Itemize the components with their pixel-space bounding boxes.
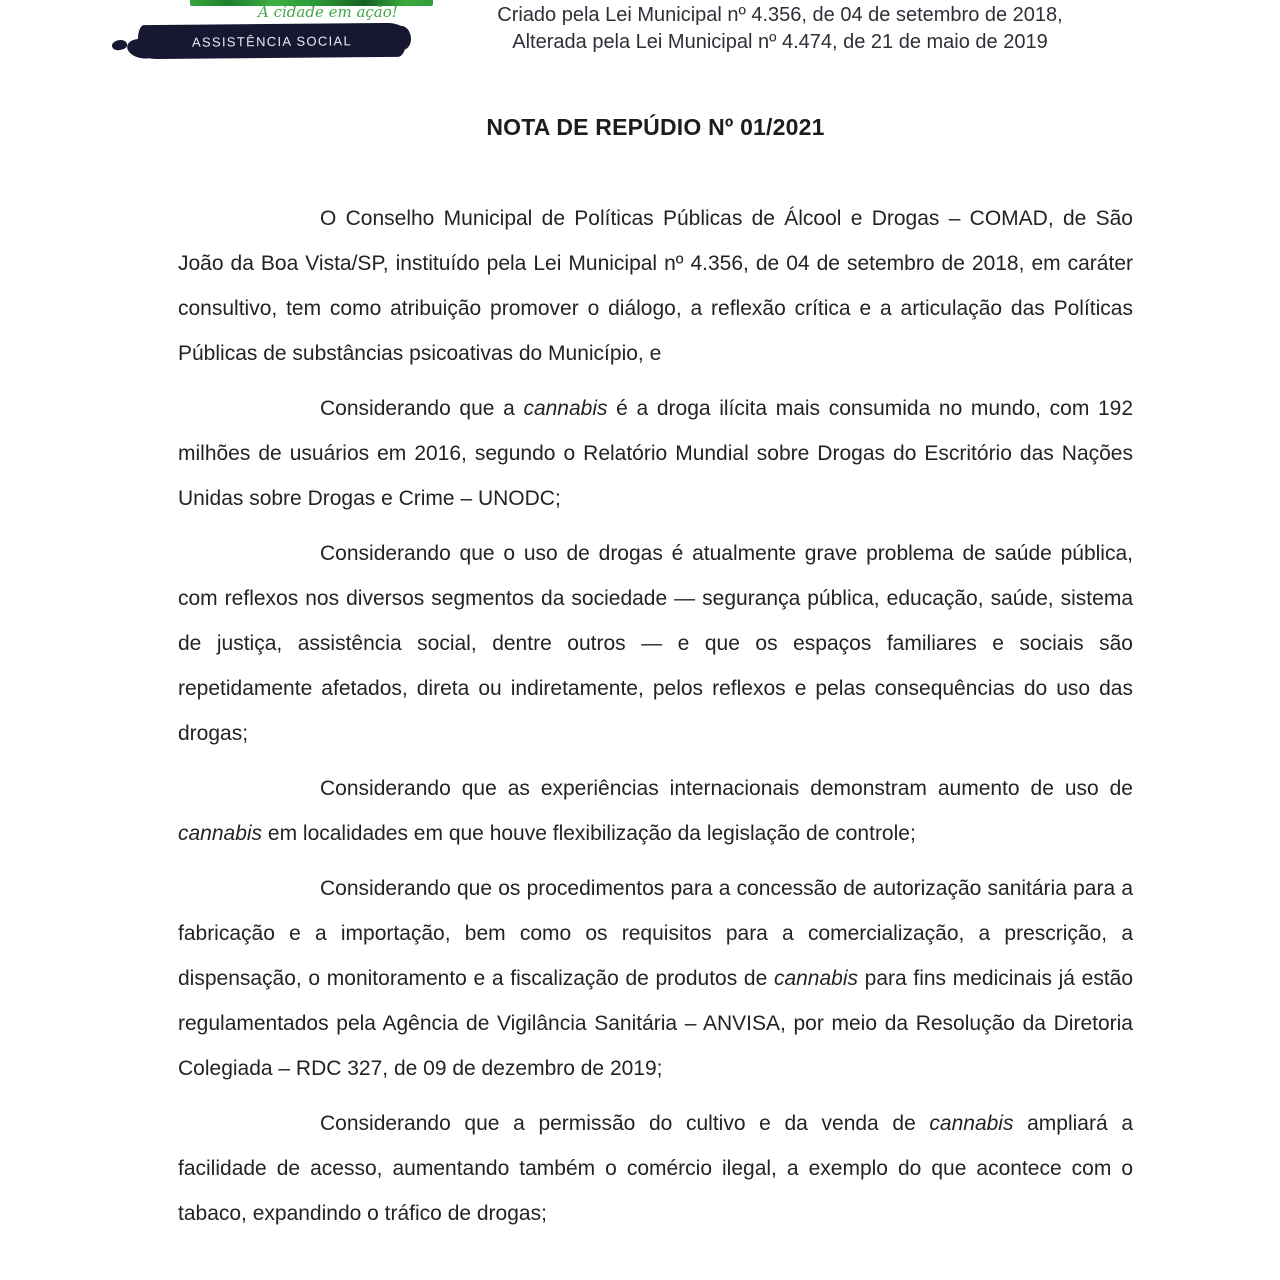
paragraph (178, 531, 1133, 756)
paragraph (178, 766, 1133, 856)
paragraph-segment: Considerando que as experiências internacionais demonstram aumento de uso de (320, 777, 1133, 800)
paragraph (178, 196, 1133, 376)
paragraph-segment: para fins medicinais já estão regulamentados pela Agência de Vigilância Sanitária – ANVISA, por meio da Resolução da Diretoria Colegiada – RDC 327, de 09 de dezembro de 2019; (178, 967, 1134, 1080)
header-line-1: Criado pela Lei Municipal nº 4.356, de 04 de setembro de 2018, (497, 4, 1063, 26)
document-header (470, 2, 1090, 56)
paragraph-segment: é a droga ilícita mais consumida no mundo, com 192 milhões de usuários em 2016, segundo o Relatório Mundial sobre Drogas do Escritório das Nações Unidas sobre Drogas e Crime – UNODC; (178, 397, 1133, 510)
paragraph-segment: Considerando que o uso de drogas é atualmente grave problema de saúde pública, com reflexos nos diversos segmentos da sociedade — segurança pública, educação, saúde, sistema de justiça, assistência social, dentre outros — e que os espaços familiares e sociais são repetidamente afetados, direta ou indiretamente, pelos reflexos e pelas consequências do uso das drogas; (178, 542, 1133, 745)
paragraph (178, 1101, 1133, 1236)
paragraph-segment-italic: cannabis (523, 397, 608, 420)
logo-tagline: A cidade em ação! (258, 3, 398, 21)
paragraph-segment-italic: cannabis (773, 967, 858, 990)
municipal-logo (0, 0, 460, 75)
assistencia-social-label: ASSISTÊNCIA SOCIAL (191, 32, 353, 50)
paragraph-segment: ampliará a facilidade de acesso, aumentando também o comércio ilegal, a exemplo do que acontece com o tabaco, expandindo o tráfico de drogas; (178, 1112, 1133, 1225)
document-title: NOTA DE REPÚDIO Nº 01/2021 (486, 114, 825, 140)
paragraph-segment-italic: cannabis (178, 822, 263, 845)
brush-speck (111, 38, 128, 51)
paragraph-segment: em localidades em que houve flexibilização da legislação de controle; (262, 822, 916, 845)
paragraph-segment-italic: cannabis (929, 1112, 1014, 1135)
paragraph-segment: Considerando que a permissão do cultivo e da venda de (320, 1112, 930, 1135)
paragraph-segment: O Conselho Municipal de Políticas Públicas de Álcool e Drogas – COMAD, de São João da Boa Vista/SP, instituído pela Lei Municipal nº 4.356, de 04 de setembro de 2018, em caráter consultivo, tem como atribuição promover o diálogo, a reflexão crítica e a articulação das Políticas Públicas de substâncias psicoativas do Município, e (178, 207, 1133, 365)
header-line-2: Alterada pela Lei Municipal nº 4.474, de 21 de maio de 2019 (512, 31, 1048, 53)
paragraph-segment: Considerando que os procedimentos para a concessão de autorização sanitária para a fabricação e a importação, bem como os requisitos para a comercialização, a prescrição, a dispensação, o monitoramento e a fiscalização de produtos de (178, 877, 1133, 990)
paragraph (178, 866, 1133, 1091)
paragraph (178, 386, 1133, 521)
document-body (178, 196, 1133, 1246)
assistencia-social-banner (138, 23, 406, 59)
paragraph-segment: Considerando que a (320, 397, 524, 420)
